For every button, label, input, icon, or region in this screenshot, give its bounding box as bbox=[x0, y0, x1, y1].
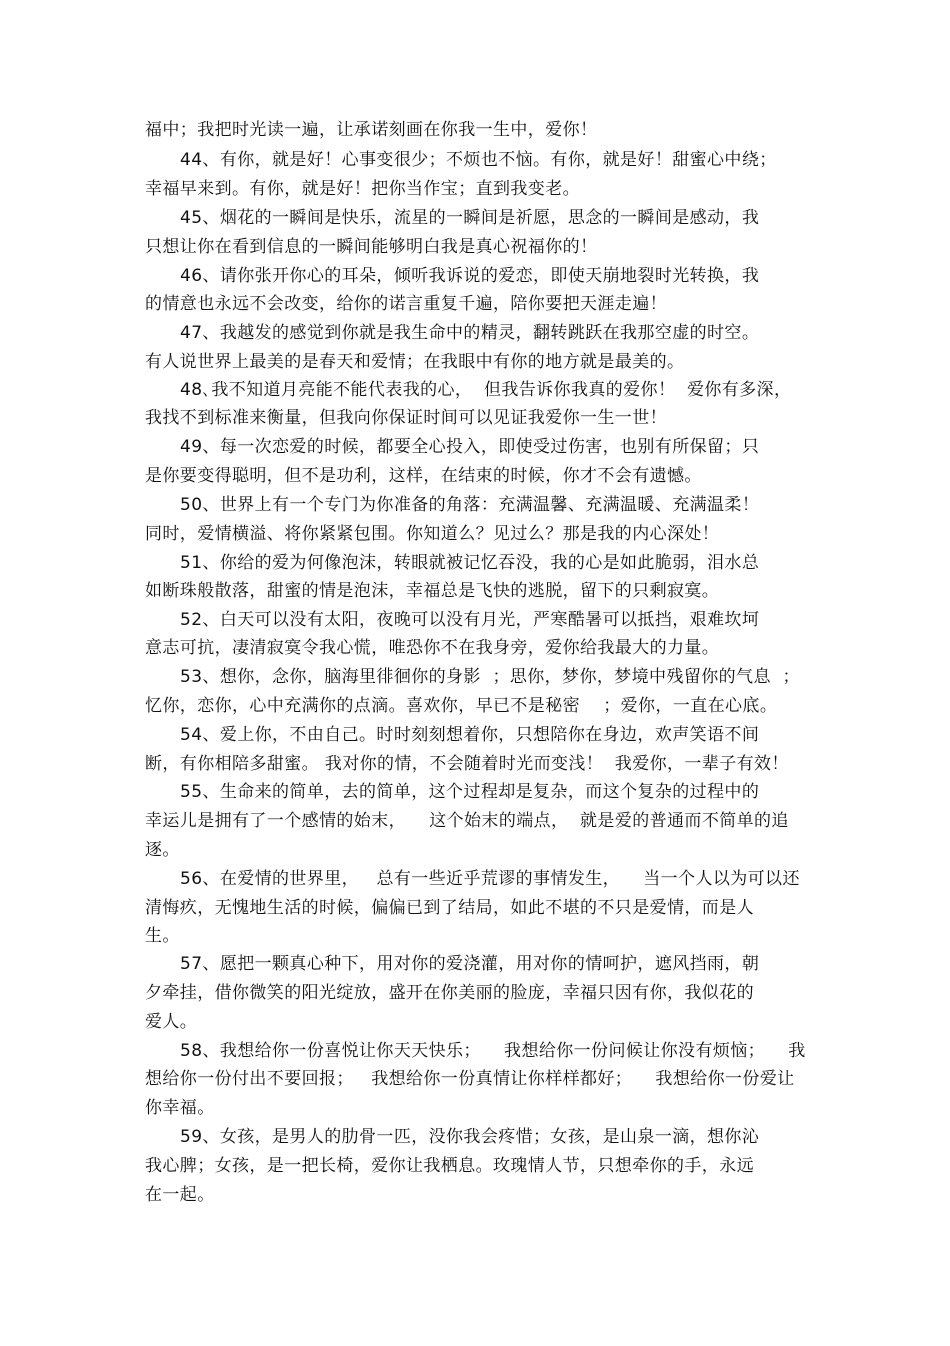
text-line: 49、每一次恋爱的时候，都要全心投入，即使受过伤害，也别有所保留；只 bbox=[180, 437, 760, 457]
text-line: 54、爱上你，不由自己。时时刻刻想着你，只想陪你在身边，欢声笑语不间 bbox=[180, 725, 760, 745]
text-line: 我找不到标准来衡量，但我向你保证时间可以见证我爱你一生一世！ bbox=[145, 408, 667, 428]
text-line: 46、请你张开你心的耳朵，倾听我诉说的爱恋，即使天崩地裂时光转换，我 bbox=[180, 266, 760, 286]
text-line: 51、你给的爱为何像泡沫，转眼就被记忆吞没，我的心是如此脆弱，泪水总 bbox=[180, 553, 760, 573]
text-line: 幸福早来到。有你，就是好！把你当作宝；直到我变老。 bbox=[145, 179, 580, 199]
text-line: 你幸福。 bbox=[145, 1098, 215, 1118]
text-line: 50、世界上有一个专门为你准备的角落：充满温馨、充满温暖、充满温柔！ bbox=[180, 495, 760, 515]
text-line: 同时，爱情横溢、将你紧紧包围。你知道么？见过么？那是我的内心深处！ bbox=[145, 524, 720, 544]
text-line: 爱人。 bbox=[145, 1012, 198, 1032]
text-line: 48､我不知道月亮能不能代表我的心， 但我告诉你我真的爱你！ 爱你有多深， bbox=[180, 380, 792, 400]
text-line: 45、烟花的一瞬间是快乐，流星的一瞬间是祈愿，思念的一瞬间是感动，我 bbox=[180, 208, 760, 228]
text-line: 44、有你，就是好！心事变很少；不烦也不恼。有你，就是好！甜蜜心中绕； bbox=[180, 150, 777, 170]
text-line: 只想让你在看到信息的一瞬间能够明白我是真心祝福你的！ bbox=[145, 237, 598, 257]
text-line: 的情意也永远不会改变，给你的诺言重复千遍，陪你要把天涯走遍！ bbox=[145, 294, 667, 314]
text-line: 幸运儿是拥有了一个感情的始末， 这个始末的端点， 就是爱的普通而不简单的追 bbox=[145, 811, 789, 831]
text-line: 52、白天可以没有太阳，夜晚可以没有月光，严寒酷暑可以抵挡，艰难坎坷 bbox=[180, 610, 760, 630]
text-line: 清悔疚，无愧地生活的时候，偏偏已到了结局，如此不堪的不只是爱情，而是人 bbox=[145, 898, 754, 918]
text-line: 福中；我把时光读一遍，让承诺刻画在你我一生中，爱你！ bbox=[145, 120, 598, 140]
text-line: 意志可抗，凄清寂寞令我心慌，唯恐你不在我身旁，爱你给我最大的力量。 bbox=[145, 638, 720, 658]
text-line: 有人说世界上最美的是春天和爱情；在我眼中有你的地方就是最美的。 bbox=[145, 352, 685, 372]
text-line: 忆你，恋你，心中充满你的点滴。喜欢你，早已不是秘密 ；爱你，一直在心底。 bbox=[145, 696, 778, 716]
text-line: 58、我想给你一份喜悦让你天天快乐； 我想给你一份问候让你没有烦恼； 我 bbox=[180, 1041, 806, 1061]
text-line: 在一起。 bbox=[145, 1185, 215, 1205]
text-line: 59、女孩，是男人的肋骨一匹，没你我会疼惜；女孩，是山泉一滴，想你沁 bbox=[180, 1127, 760, 1147]
text-line: 53、想你，念你，脑海里徘徊你的身影 ；思你，梦你，梦境中残留你的气息 ； bbox=[180, 667, 800, 687]
text-line: 55、生命来的简单，去的简单，这个过程却是复杂，而这个复杂的过程中的 bbox=[180, 782, 760, 802]
text-line: 想给你一份付出不要回报； 我想给你一份真情让你样样都好； 我想给你一份爱让 bbox=[145, 1069, 795, 1089]
text-line: 47、我越发的感觉到你就是我生命中的精灵，翻转跳跃在我那空虚的时空。 bbox=[180, 323, 760, 343]
text-line: 生。 bbox=[145, 926, 180, 946]
text-line: 夕牵挂，借你微笑的阳光绽放，盛开在你美丽的脸庞，幸福只因有你，我似花的 bbox=[145, 983, 754, 1003]
text-line: 断，有你相陪多甜蜜。 我对你的情，不会随着时光而变浅！ 我爱你，一辈子有效！ bbox=[145, 754, 789, 774]
text-line: 57、愿把一颗真心种下，用对你的爱浇灌，用对你的情呵护，遮风挡雨，朝 bbox=[180, 954, 760, 974]
text-line: 我心脾；女孩，是一把长椅，爱你让我栖息。玫瑰情人节，只想牵你的手，永远 bbox=[145, 1156, 754, 1176]
text-line: 逐。 bbox=[145, 840, 180, 860]
text-line: 56、在爱情的世界里， 总有一些近乎荒谬的事情发生， 当一个人以为可以还 bbox=[180, 869, 800, 889]
text-line: 是你要变得聪明，但不是功利，这样，在结束的时候，你才不会有遗憾。 bbox=[145, 466, 702, 486]
text-line: 如断珠般散落，甜蜜的情是泡沫，幸福总是飞快的逃脱，留下的只剩寂寞。 bbox=[145, 581, 720, 601]
